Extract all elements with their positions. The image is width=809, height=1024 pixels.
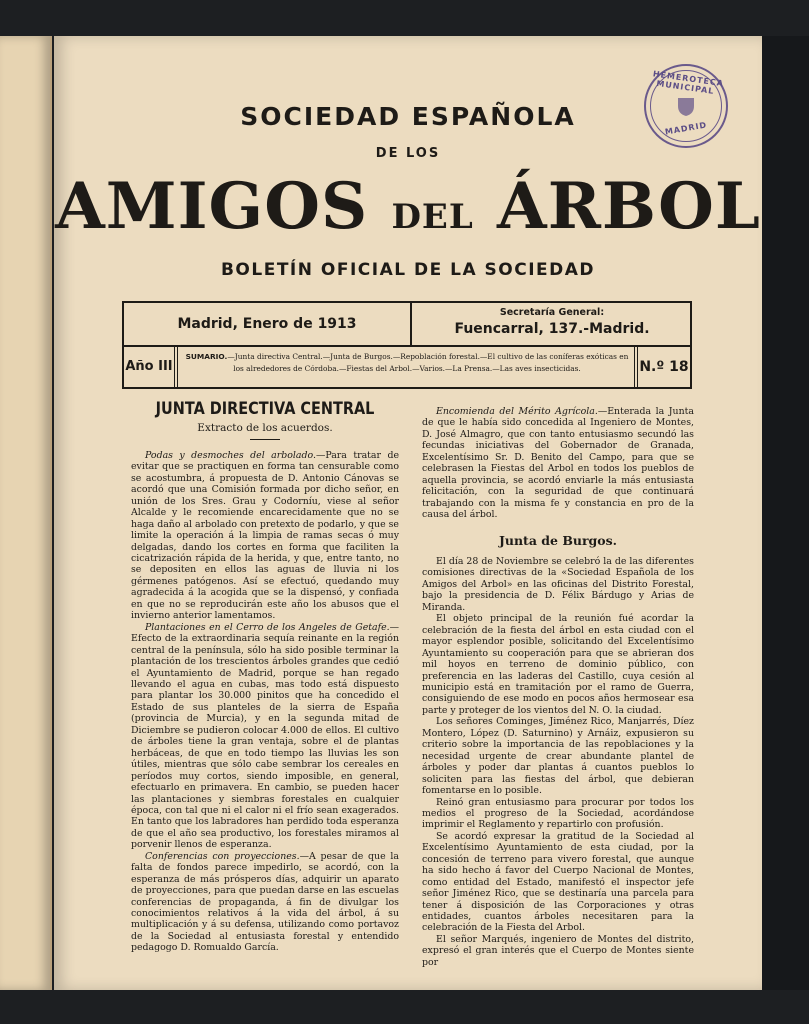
stamp-bottom-text: MADRID xyxy=(664,120,708,137)
summary-label: SUMARIO. xyxy=(185,352,228,361)
summary xyxy=(182,351,632,375)
issue-year: Año III xyxy=(124,347,178,387)
paragraph: Encomienda del Mérito Agrícola.—Enterada la Junta de que le había sido concedida al Ingeniero de Montes, D. José Almagro, que con tanto entusiasmo secundó las fecundas iniciativas del Gobernador de Granada, Excelentísimo Sr. D. Benito del Campo, para que se celebrasen la Fiestas del Arbol en todos los pueblos de aquella provincia, se acordó enviarle la más entusiasta felicitación, con la seguridad de que continuará trabajando con la misma fe y constancia en pro de la causa del árbol. xyxy=(422,406,694,521)
paragraph: Podas y desmoches del arbolado.—Para tratar de evitar que se practiquen en forma tan censurable como se acostumbra, á propuesta de D. Antonio Cánovas se acordó que una Comisión formada por dicho señor, en unión de los Sres. Grau y Codorníu, viese al señor Alcalde y le recomiende encarecidamente que no se haga daño al arbolado con pretexto de podarlo, y que se limite la operación á la limpia de ramas secas ó muy delgadas, dando los cortes en forma que faciliten la cicatrización rápida de la herida, y que, entre tanto, no se depositen en ellos las aguas de lluvia ni los gérmenes patógenos. Así se efectuó, quedando muy agradecida á la acogida que se la dispensó, y confiada en que no se reproducirán este año los abusos que el invierno anterior lamentamos. xyxy=(131,449,400,622)
masthead-line2: DE LOS xyxy=(375,146,441,161)
paragraph-lead: Conferencias con proyecciones. xyxy=(145,850,300,862)
divider xyxy=(250,439,280,440)
paragraph: Reinó gran entusiasmo para procurar por todos los medios el progreso de la Sociedad, acordándose imprimir el Reglamento y repartirlo con profusión. xyxy=(422,796,694,831)
paragraph: El día 28 de Noviembre se celebró la de las diferentes comisiones directivas de la «Sociedad Española de los Amigos del Arbol» en las oficinas del Distrito Forestal, bajo la presidencia de D. Félix Bárdugo y Arias de Miranda. xyxy=(422,555,694,613)
paragraph: Conferencias con proyecciones.—A pesar de que la falta de fondos parece impedirlo, se acordó, con la esperanza de más prósperos días, adquirir un aparato de proyecciones, para que puedan darse en las escuelas conferencias de propaganda, á fin de divulgar los conocimientos relativos á la vida del árbol, á su multiplicación y á su defensa, utilizando como portavoz de la Sociedad al entusiasta forestal y entendido pedagogo D. Romualdo García. xyxy=(131,850,399,954)
paragraph-lead: Encomienda del Mérito Agrícola. xyxy=(436,406,598,417)
paragraph: Se acordó expresar la gratitud de la Sociedad al Excelentísimo Ayuntamiento de esta ciudad, por la concesión de terreno para vivero forestal, que aunque ha sido hecho á favor del Cuerpo Nacional de Montes, como entidad del Estado, manifestó el inspector jefe señor Jiménez Rico, que se destinaría una parcela para tener á disposición de las Corporaciones y otras entidades, cuantos árboles necesitaren para la celebración de la Fiesta del Arbol. xyxy=(422,830,694,934)
left-column xyxy=(131,399,400,954)
paragraph-lead: Podas y desmoches del arbolado. xyxy=(145,449,316,461)
secretaria-address: Fuencarral, 137.-Madrid. xyxy=(454,321,650,337)
masthead-title xyxy=(54,169,762,244)
section-title: JUNTA DIRECTIVA CENTRAL xyxy=(155,399,375,419)
previous-page-edge xyxy=(0,36,52,990)
masthead-title-c: ÁRBOL xyxy=(497,169,761,244)
masthead-subtitle: BOLETÍN OFICIAL DE LA SOCIEDAD xyxy=(220,260,596,280)
masthead-title-b: DEL xyxy=(391,197,474,237)
book-binding-edge xyxy=(762,36,809,990)
paragraph: Plantaciones en el Cerro de los Angeles de Getafe.—Efecto de la extraordinaria sequía reinante en la región central de la península, sólo ha sido posible terminar la plantación de los trescientos árboles grandes que cedió el Ayuntamiento de Madrid, porque se han regado llevando el agua en cubas, mas todo está dispuesto para plantar los 30.000 pinitos que ha concedido el Estado de sus planteles de la sierra de España (provincia de Murcia), y en la segunda mitad de Diciembre se pudieron colocar 4.000 de ellos. El cultivo de árboles tiene la gran ventaja, sobre el de plantas herbáceas, de que en todo tiempo las lluvias les son útiles, mientras que sólo cabe sembrar los cereales en períodos muy cortos, siendo imposible, en general, efectuarlo en primavera. En cambio, se pueden hacer las plantaciones y siembras forestales en cualquier época, con tal que ni el calor ni el frío sean exagerados. En tanto que los labradores han perdido toda esperanza de que el año sea productivo, los forestales miramos al porvenir llenos de esperanza. xyxy=(131,621,399,851)
secretaria-label: Secretaría General: xyxy=(499,307,605,318)
bulletin-page xyxy=(54,36,762,990)
section-subtitle: Extracto de los acuerdos. xyxy=(197,422,333,435)
section-title-burgos: Junta de Burgos. xyxy=(498,532,618,548)
masthead-line1: SOCIEDAD ESPAÑOLA xyxy=(240,102,576,131)
issue-date: Madrid, Enero de 1913 xyxy=(124,303,412,345)
paragraph: Los señores Cominges, Jiménez Rico, Manjarrés, Díez Montero, López (D. Saturnino) y Arnáiz, expusieron su criterio sobre la importancia de las repoblaciones y la necesidad urgente de crear abundante plantel de árboles y poder dar plantas á cuantos pueblos lo soliciten para las fiestas del árbol, que debieran fomentarse en lo posible. xyxy=(422,716,694,797)
issue-number: N.º 18 xyxy=(634,347,690,387)
right-column xyxy=(422,406,694,968)
issue-info-box xyxy=(122,301,692,389)
stamp-top-text: HEMEROTECA MUNICIPAL xyxy=(652,69,725,96)
summary-text: —Junta directiva Central.—Junta de Burgos.—Repoblación forestal.—El cultivo de las coníferas exóticas en los alrededores de Córdoba.—Fiestas del Arbol.—Varios.—La Prensa.—Las aves insecticidas. xyxy=(227,352,629,373)
paragraph: El objeto principal de la reunión fué acordar la celebración de la fiesta del árbol en esta ciudad con el mayor esplendor posible, solicitando del Excelentísimo Ayuntamiento su cooperación para que se abrieran dos mil hoyos en terreno de dominio público, con preferencia en las laderas del Castillo, cuya cesión al municipio está en tramitación por el ramo de Guerra, consiguiendo de ese modo en pocos años hermosear esa parte y proteger de los vientos del N. O. la ciudad. xyxy=(422,613,694,716)
masthead-title-a: AMIGOS xyxy=(55,169,369,244)
paragraph-lead: Plantaciones en el Cerro de los Angeles de Getafe. xyxy=(145,621,390,633)
paragraph: El señor Marqués, ingeniero de Montes del distrito, expresó el gran interés que el Cuerpo de Montes siente por xyxy=(422,933,694,968)
